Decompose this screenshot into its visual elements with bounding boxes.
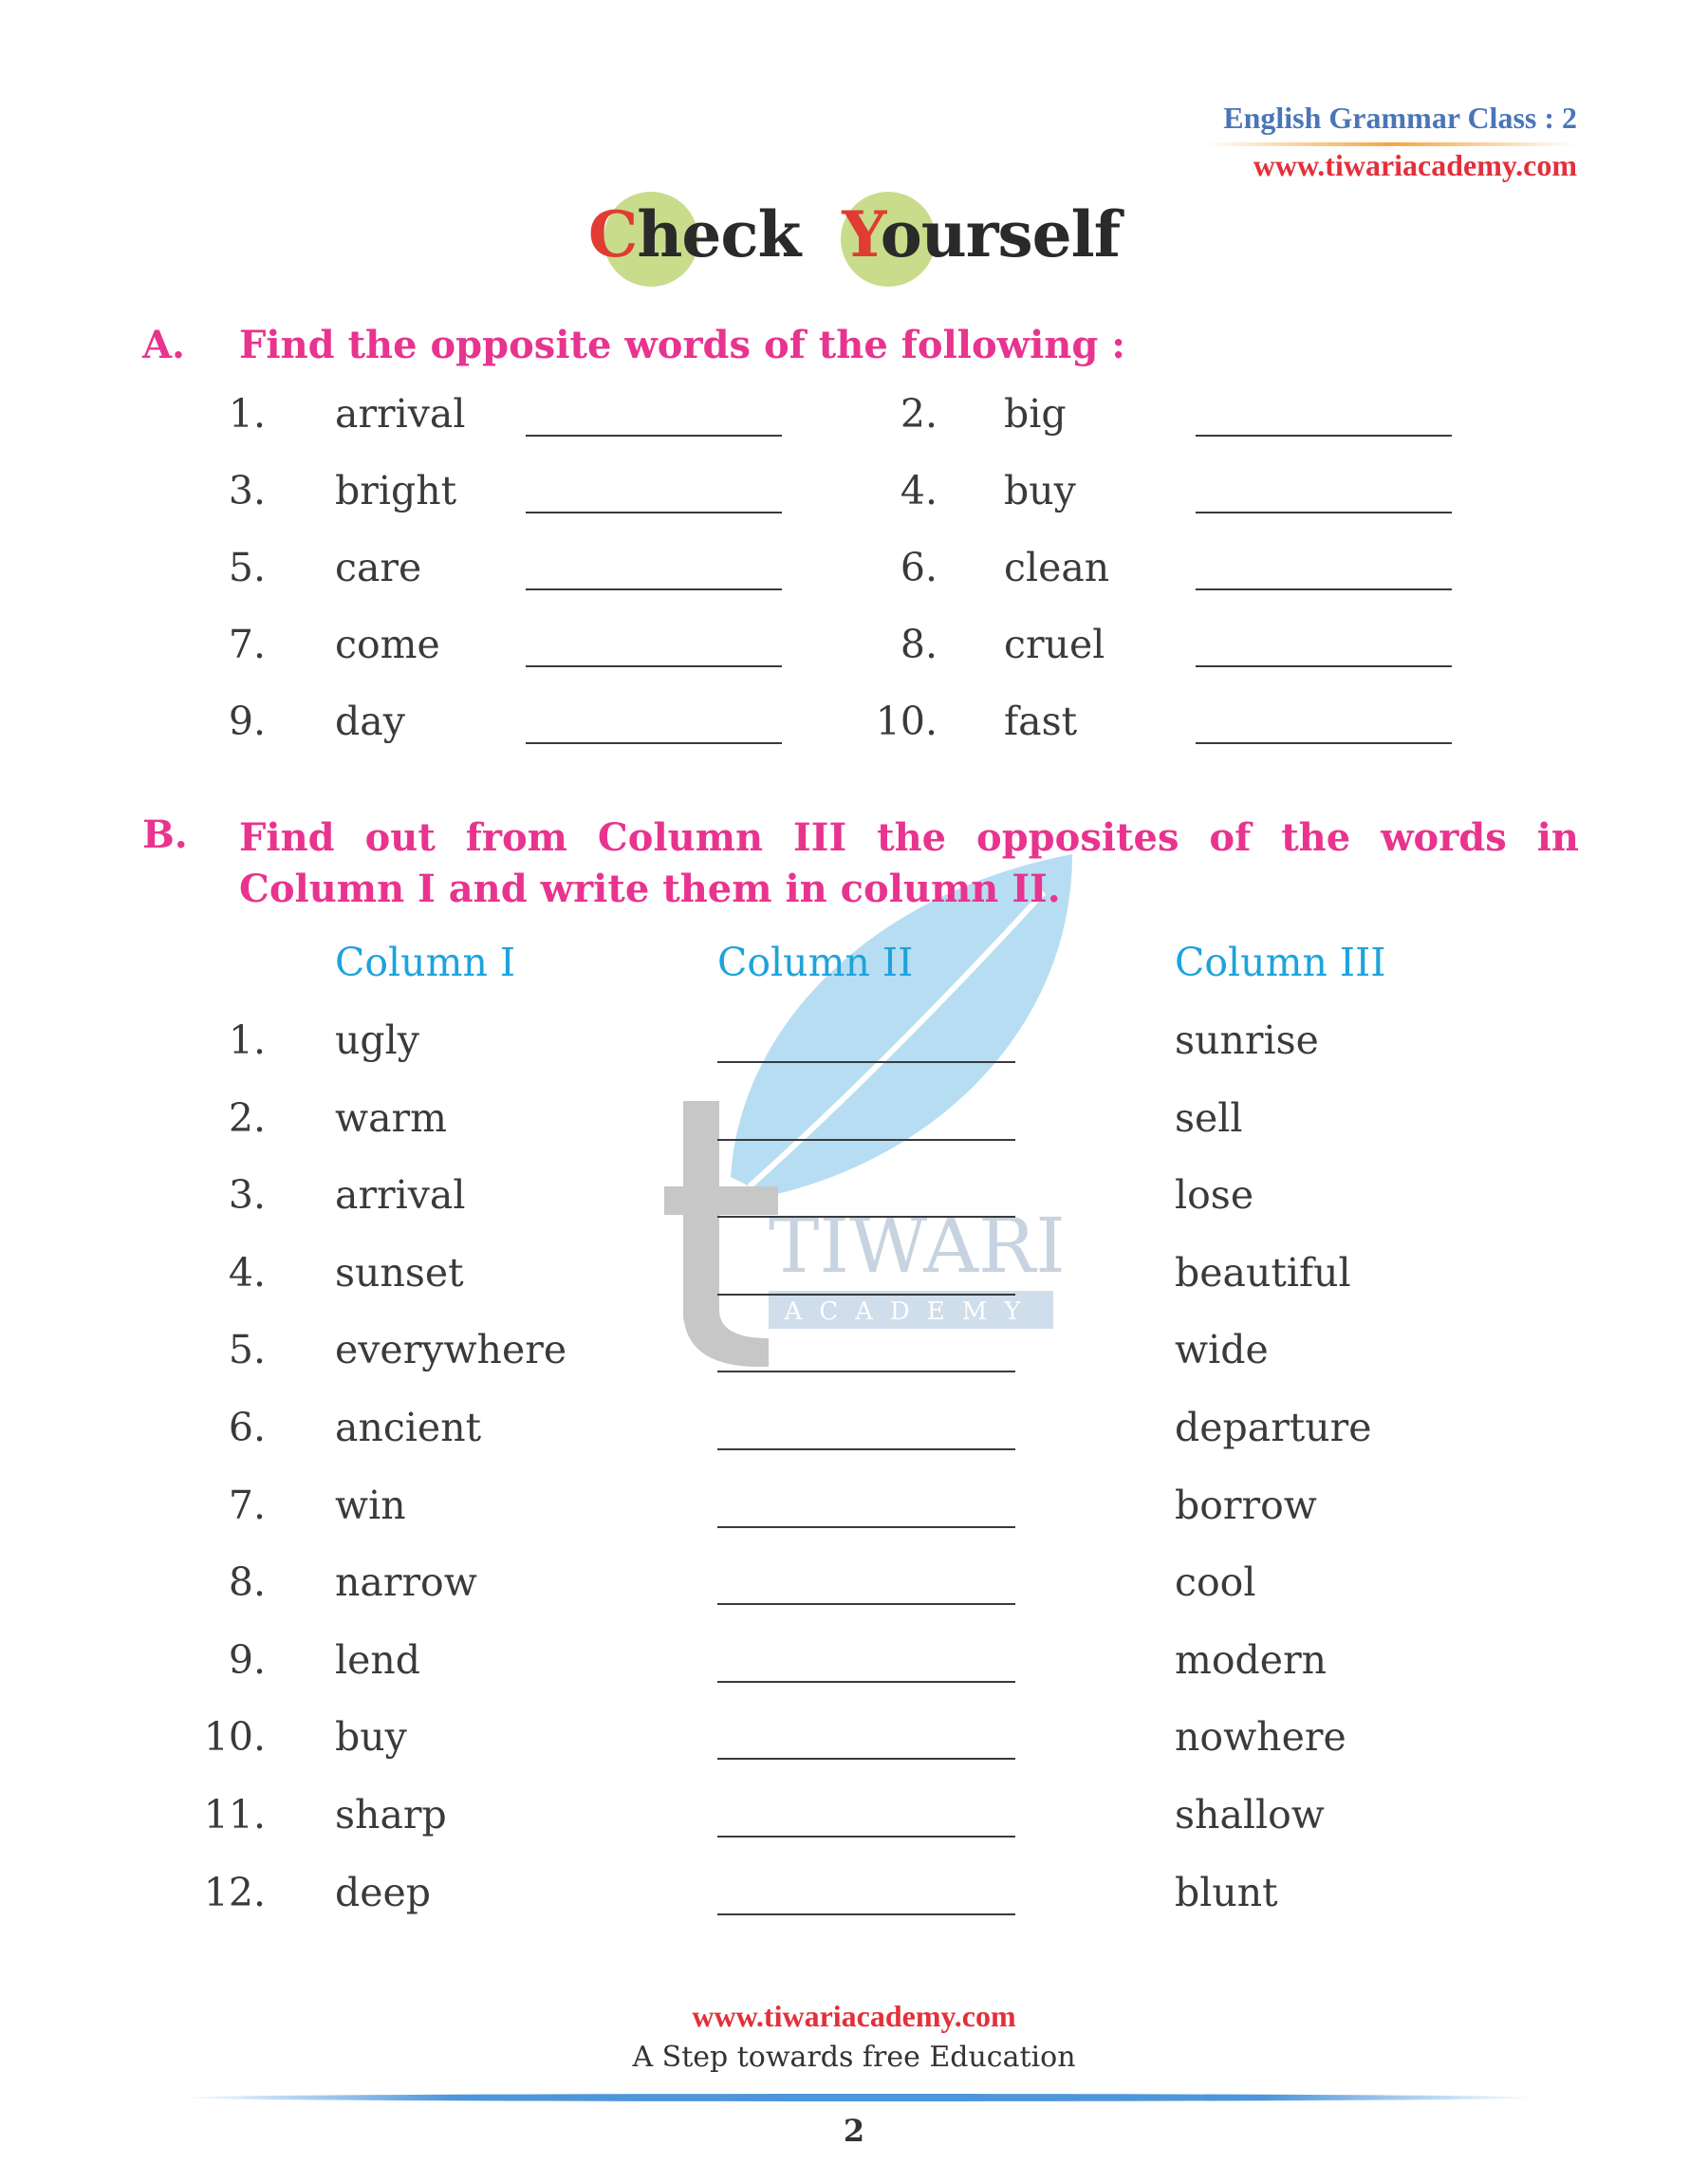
footer-divider [180,2094,1537,2101]
answer-blank[interactable] [1196,665,1452,667]
watermark-sub: ACADEMY [784,1297,1038,1326]
column-3-word: departure [1175,1405,1372,1450]
column-2-header: Column II [717,940,914,985]
column-3-word: wide [1175,1327,1269,1373]
column-2-blank[interactable] [717,1681,1015,1683]
column-1-word: warm [335,1094,448,1141]
answer-blank[interactable] [526,665,782,667]
table-row [0,1483,1613,1549]
header-title: English Grammar Class : 2 [1223,101,1577,135]
item-word: clean [1004,545,1110,590]
title-rest-2: ourself [880,197,1121,271]
row-number: 4. [228,1249,266,1296]
row-number: 7. [228,1482,266,1528]
column-3-word: cool [1175,1559,1256,1606]
item-word: fast [1004,699,1078,744]
column-1-word: deep [335,1869,432,1915]
column-3-word: sunrise [1175,1017,1319,1063]
item-number: 3. [228,468,266,513]
column-3-word: sell [1175,1094,1243,1141]
column-1-word: narrow [335,1559,477,1606]
item-word: come [335,622,440,667]
title-rest-1: heck [637,197,801,271]
table-row [0,1250,1613,1316]
item-number: 7. [228,622,266,667]
column-2-blank[interactable] [717,1603,1015,1605]
footer-website: www.tiwariacademy.com [692,1999,1016,2033]
table-row [0,1327,1613,1393]
column-1-word: win [335,1482,406,1528]
title-cap-c: C [587,197,638,271]
section-a-row [0,622,1423,688]
item-number: 6. [900,545,938,590]
column-2-blank[interactable] [717,1061,1015,1063]
answer-blank[interactable] [526,742,782,744]
column-3-header: Column III [1175,940,1386,985]
column-2-blank[interactable] [717,1448,1015,1450]
column-2-blank[interactable] [717,1836,1015,1838]
column-2-blank[interactable] [717,1913,1015,1915]
column-3-word: lose [1175,1172,1254,1219]
item-number: 9. [228,699,266,744]
column-3-word: beautiful [1175,1249,1351,1296]
item-word: big [1004,391,1067,437]
answer-blank[interactable] [1196,588,1452,590]
table-row [0,1095,1613,1162]
table-row [0,1405,1613,1471]
column-1-word: buy [335,1714,407,1761]
section-a-row [0,699,1423,765]
column-2-blank[interactable] [717,1216,1015,1218]
column-1-word: lend [335,1636,421,1683]
item-word: care [335,545,422,590]
row-number: 2. [228,1094,266,1141]
item-number: 5. [228,545,266,590]
column-2-blank[interactable] [717,1758,1015,1760]
row-number: 12. [203,1869,266,1915]
column-3-word: blunt [1175,1869,1278,1915]
column-3-word: shallow [1175,1792,1325,1838]
section-a-row [0,545,1423,611]
column-2-blank[interactable] [717,1526,1015,1528]
row-number: 9. [228,1636,266,1683]
answer-blank[interactable] [1196,742,1452,744]
column-1-word: ugly [335,1017,419,1063]
table-row [0,1870,1613,1936]
footer-tagline: A Step towards free Education [632,2041,1076,2074]
section-b-letter: B. [142,812,188,857]
page-number: 2 [843,2113,865,2149]
column-1-word: sunset [335,1249,464,1296]
table-row [0,1559,1613,1626]
header-website: www.tiwariacademy.com [1253,148,1577,182]
item-number: 8. [900,622,938,667]
table-row [0,1792,1613,1858]
section-a-row [0,391,1423,457]
header-divider [1205,142,1577,146]
table-row [0,1017,1613,1084]
section-b-heading: Find out from Column III the opposites of the words in Column I and write them in column II. [239,815,1579,911]
item-word: buy [1004,468,1076,513]
title-cap-y: Y [842,197,881,271]
column-1-word: ancient [335,1405,482,1450]
table-row [0,1172,1613,1239]
watermark-brand: TIWARI [769,1202,1066,1290]
item-word: day [335,699,405,744]
section-a-heading: Find the opposite words of the following : [239,323,1126,367]
row-number: 11. [203,1792,266,1838]
answer-blank[interactable] [1196,435,1452,437]
item-word: arrival [335,391,466,437]
column-1-header: Column I [335,940,516,985]
section-a-row [0,468,1423,534]
row-number: 5. [228,1327,266,1373]
column-1-word: everywhere [335,1327,567,1373]
column-3-word: nowhere [1175,1714,1346,1761]
column-1-word: arrival [335,1172,466,1219]
row-number: 8. [228,1559,266,1606]
answer-blank[interactable] [1196,512,1452,513]
column-1-word: sharp [335,1792,447,1838]
item-number: 2. [900,391,938,437]
section-a-letter: A. [142,323,185,367]
item-word: bright [335,468,457,513]
answer-blank[interactable] [526,512,782,513]
column-2-blank[interactable] [717,1371,1015,1372]
answer-blank[interactable] [526,588,782,590]
row-number: 10. [203,1714,266,1761]
item-number: 10. [875,699,938,744]
row-number: 1. [228,1017,266,1063]
column-3-word: borrow [1175,1482,1317,1528]
table-row [0,1637,1613,1704]
row-number: 6. [228,1405,266,1450]
table-row [0,1714,1613,1781]
column-3-word: modern [1175,1636,1327,1683]
item-number: 4. [900,468,938,513]
column-2-blank[interactable] [717,1139,1015,1141]
item-number: 1. [228,391,266,437]
row-number: 3. [228,1172,266,1219]
answer-blank[interactable] [526,435,782,437]
page-title [569,197,1139,271]
column-2-blank[interactable] [717,1294,1015,1296]
item-word: cruel [1004,622,1105,667]
